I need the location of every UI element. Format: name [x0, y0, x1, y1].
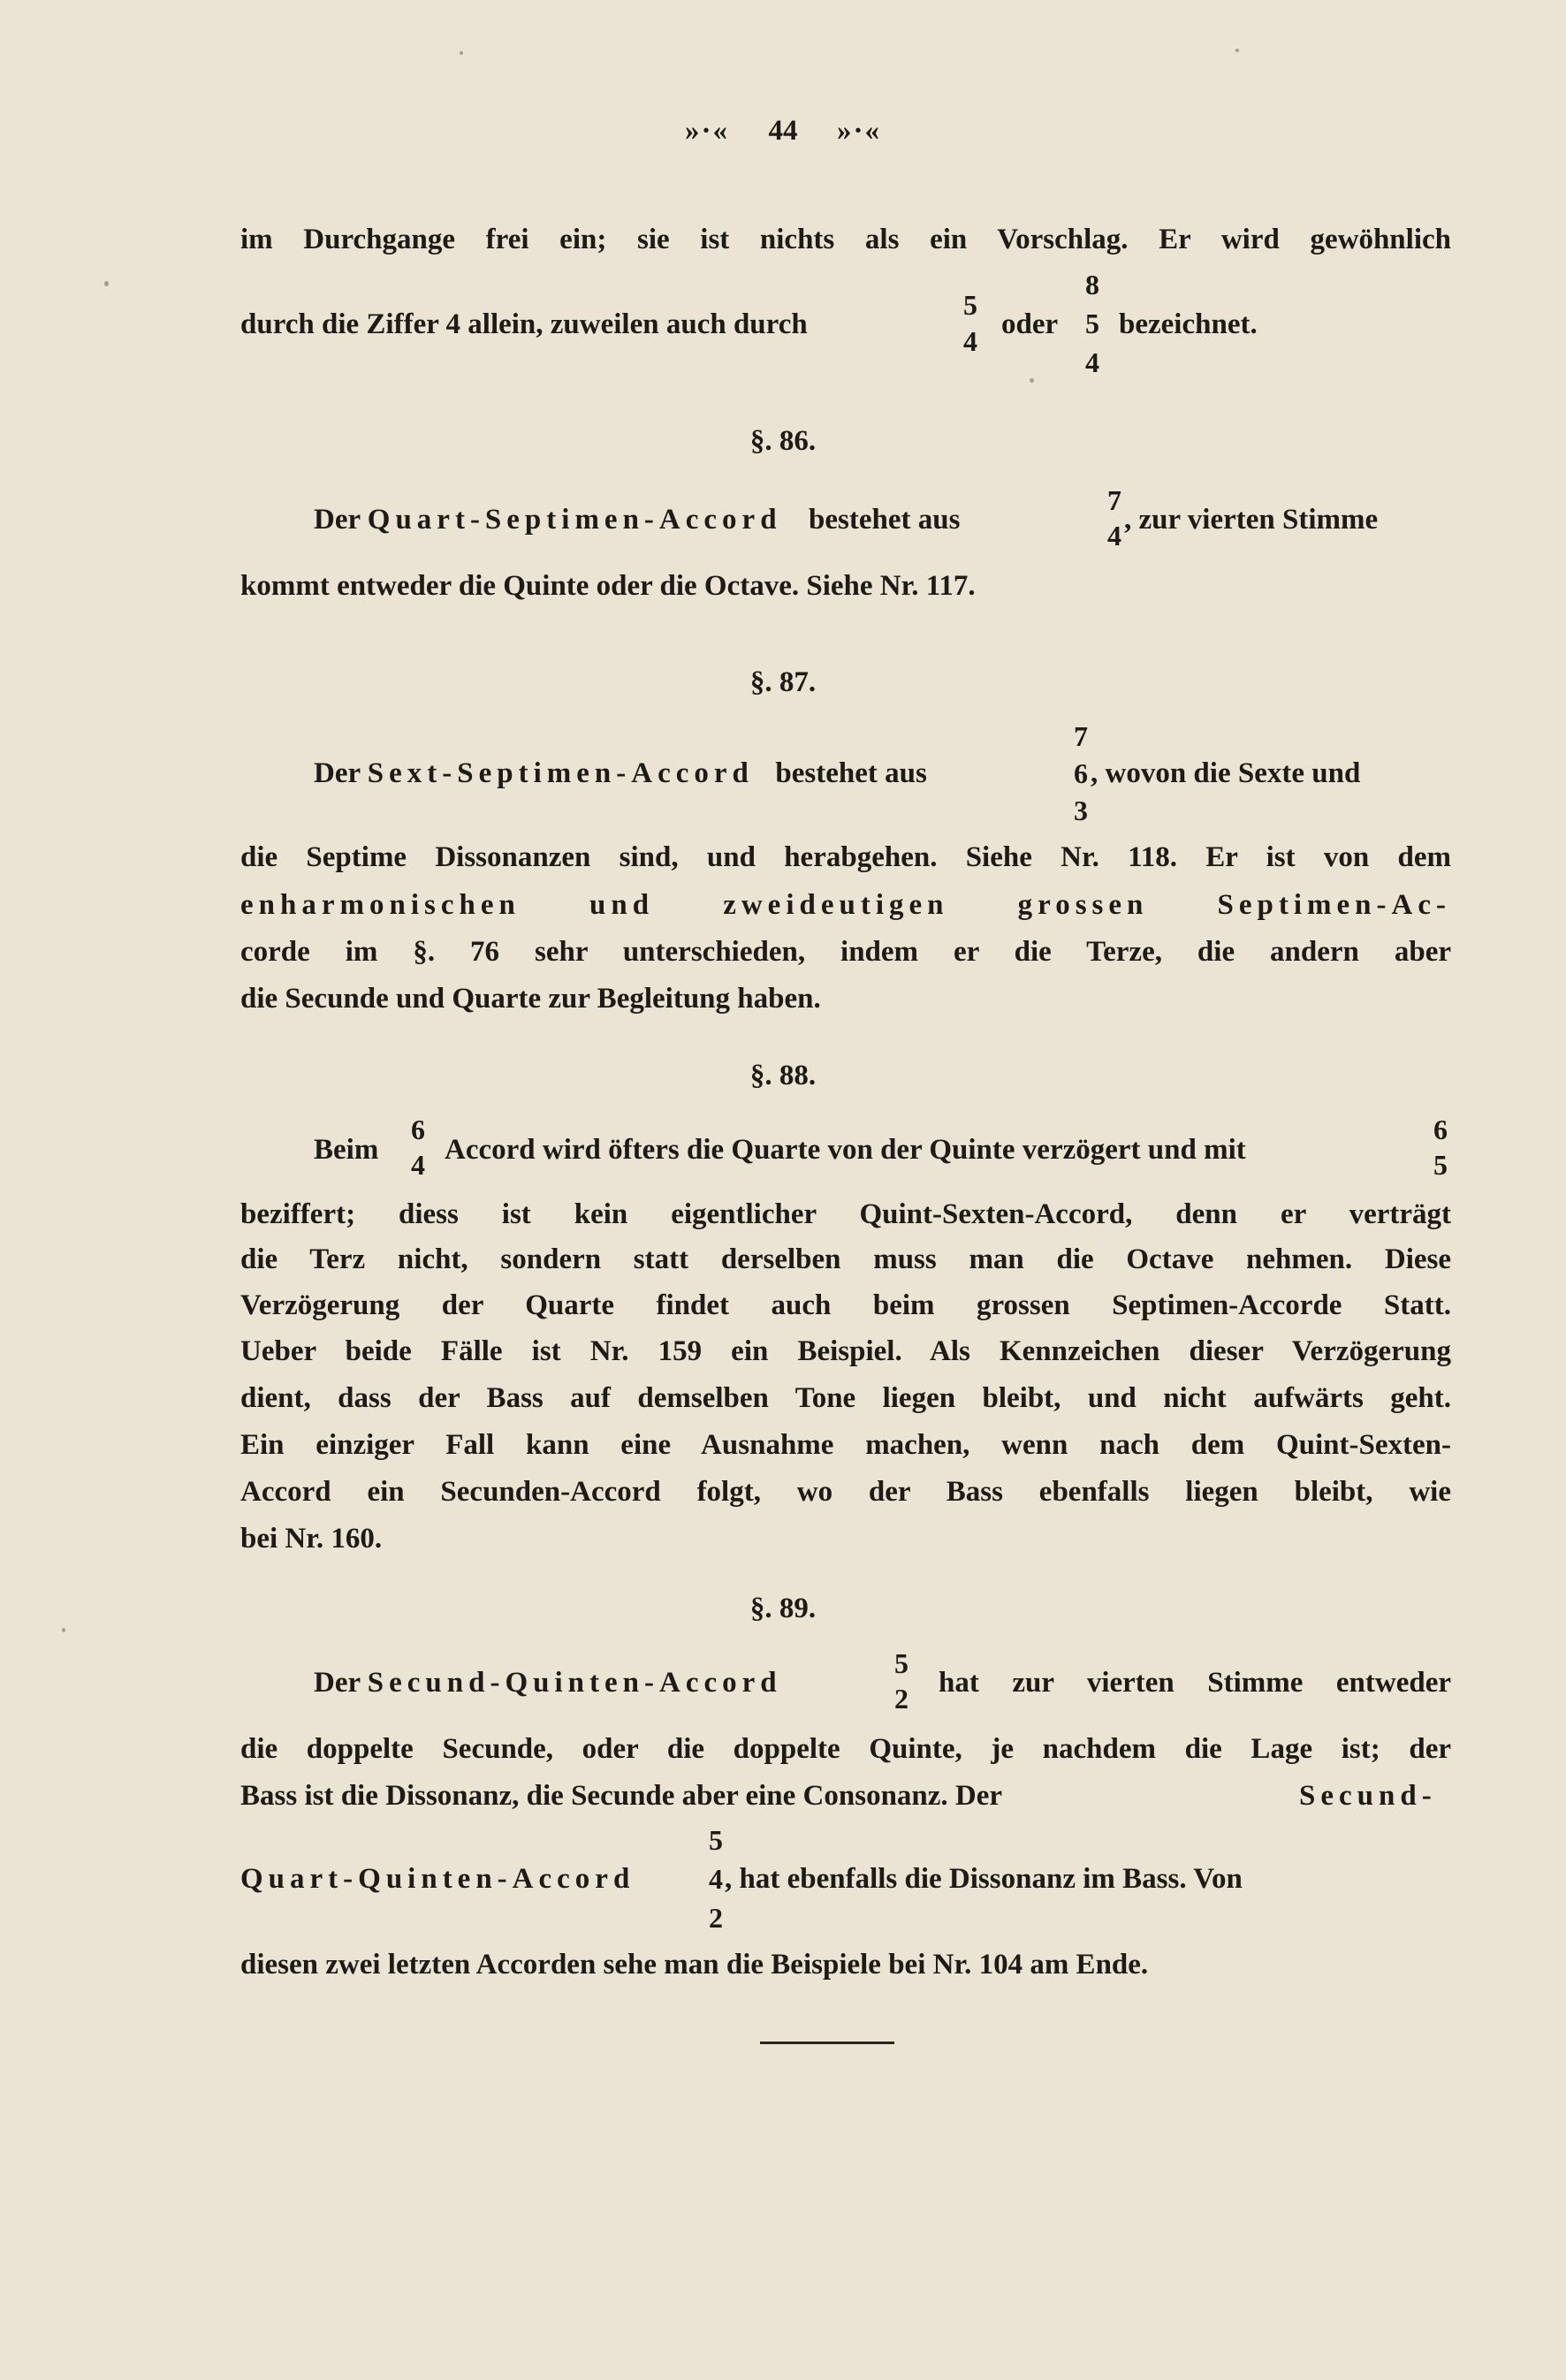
ornament-left: »·«: [684, 115, 729, 147]
text-span: bestehet aus: [775, 757, 927, 789]
figure-7: 7: [1107, 484, 1121, 516]
term-secund-quinten-accord: Secund-Quinten-Accord: [367, 1667, 782, 1699]
figure-4: 4: [709, 1863, 723, 1895]
text-span: Der: [314, 1667, 361, 1699]
term-sext-septimen-accord: Sext-Septimen-Accord: [367, 757, 754, 789]
text-line: die Septime Dissonanzen sind, und herabgehen. Siehe Nr. 118. Er ist von dem: [240, 841, 1451, 873]
figure-4: 4: [1107, 520, 1121, 551]
text-line: Beim: [314, 1134, 379, 1166]
paper-speck: [104, 281, 109, 286]
text-line: Verzögerung der Quarte findet auch beim grossen Septimen-Accorde Statt.: [240, 1289, 1451, 1321]
figure-6: 6: [1433, 1114, 1448, 1145]
section-heading-86: §. 86.: [749, 425, 817, 457]
figure-5: 5: [894, 1647, 908, 1679]
text-span: Quart-Quinten-Accord: [240, 1863, 635, 1895]
term-secund: Secund-: [1299, 1780, 1437, 1812]
text-line: , zur vierten Stimme: [1124, 504, 1379, 536]
section-heading-87: §. 87.: [749, 666, 817, 698]
text-line: , wovon die Sexte und: [1091, 757, 1361, 789]
text-line: die Terz nicht, sondern statt derselben muss man die Octave nehmen. Diese: [240, 1243, 1451, 1275]
section-heading-88: §. 88.: [749, 1060, 817, 1091]
text-line: diesen zwei letzten Accorden sehe man die Beispiele bei Nr. 104 am Ende.: [240, 1949, 1149, 1981]
page-number: 44: [768, 115, 798, 147]
term-quart-septimen-accord: Quart-Septimen-Accord: [367, 504, 782, 536]
paper-speck: [62, 1628, 65, 1632]
text-line: enharmonischen und zweideutigen grossen Septimen-Ac-: [240, 889, 1451, 921]
figure-7: 7: [1074, 720, 1088, 752]
text-line: oder: [1001, 308, 1059, 340]
figure-5: 5: [709, 1824, 723, 1856]
text-line: Ueber beide Fälle ist Nr. 159 ein Beispiel. Als Kennzeichen dieser Verzögerung: [240, 1335, 1451, 1367]
figure-4: 4: [411, 1149, 425, 1181]
text-line: dient, dass der Bass auf demselben Tone liegen bleibt, und nicht aufwärts geht.: [240, 1382, 1451, 1414]
text-line: [314, 502, 960, 537]
figure-4: 4: [1085, 346, 1099, 378]
figure-2: 2: [894, 1683, 908, 1715]
text-span: Der: [314, 504, 361, 536]
figure-4: 4: [963, 325, 977, 357]
text-line: hat zur vierten Stimme entweder: [939, 1667, 1451, 1699]
figure-5: 5: [963, 289, 977, 321]
figure-6: 6: [1074, 757, 1088, 789]
text-line: , hat ebenfalls die Dissonanz im Bass. Von: [725, 1863, 1243, 1895]
text-line: corde im §. 76 sehr unterschieden, indem er die Terze, die andern aber: [240, 936, 1451, 968]
text-line: Accord wird öfters die Quarte von der Quinte verzögert und mit: [445, 1134, 1246, 1166]
text-line: die doppelte Secunde, oder die doppelte Quinte, je nachdem die Lage ist; der: [240, 1733, 1451, 1765]
text-line: [240, 1778, 1451, 1814]
figure-8: 8: [1085, 269, 1099, 300]
text-line: [314, 1665, 782, 1700]
paper-speck: [1030, 378, 1034, 383]
text-line: kommt entweder die Quinte oder die Octave. Siehe Nr. 117.: [240, 570, 976, 602]
figure-6: 6: [411, 1114, 425, 1145]
figure-5: 5: [1433, 1149, 1448, 1181]
figure-2: 2: [709, 1902, 723, 1934]
figure-5: 5: [1085, 308, 1099, 339]
text-line: [314, 756, 927, 791]
text-span: Der: [314, 757, 361, 789]
text-line: bezeichnet.: [1119, 308, 1258, 340]
figure-3: 3: [1074, 795, 1088, 826]
paper-speck: [460, 51, 463, 55]
text-span: bestehet aus: [809, 504, 961, 536]
text-line: beziffert; diess ist kein eigentlicher Quint-Sexten-Accord, denn er verträgt: [240, 1198, 1451, 1230]
term-quart-quinten-accord: [240, 1861, 635, 1897]
ornament-right: »·«: [837, 115, 882, 147]
section-heading-89: §. 89.: [749, 1593, 817, 1624]
text-span: Bass ist die Dissonanz, die Secunde aber eine Consonanz. Der: [240, 1780, 1003, 1812]
end-rule: [760, 2042, 894, 2044]
paper-speck: [1235, 49, 1239, 52]
text-line: Accord ein Secunden-Accord folgt, wo der Bass ebenfalls liegen bleibt, wie: [240, 1476, 1451, 1508]
page-header: [0, 113, 1566, 148]
text-line: im Durchgange frei ein; sie ist nichts als ein Vorschlag. Er wird gewöhnlich: [240, 224, 1451, 255]
text-line: bei Nr. 160.: [240, 1523, 383, 1555]
text-span: durch die Ziffer 4 allein, zuweilen auch durch: [240, 308, 808, 340]
text-line: Ein einziger Fall kann eine Ausnahme machen, wenn nach dem Quint-Sexten-: [240, 1429, 1451, 1461]
text-line: die Secunde und Quarte zur Begleitung haben.: [240, 983, 821, 1015]
text-line: [240, 307, 1451, 342]
